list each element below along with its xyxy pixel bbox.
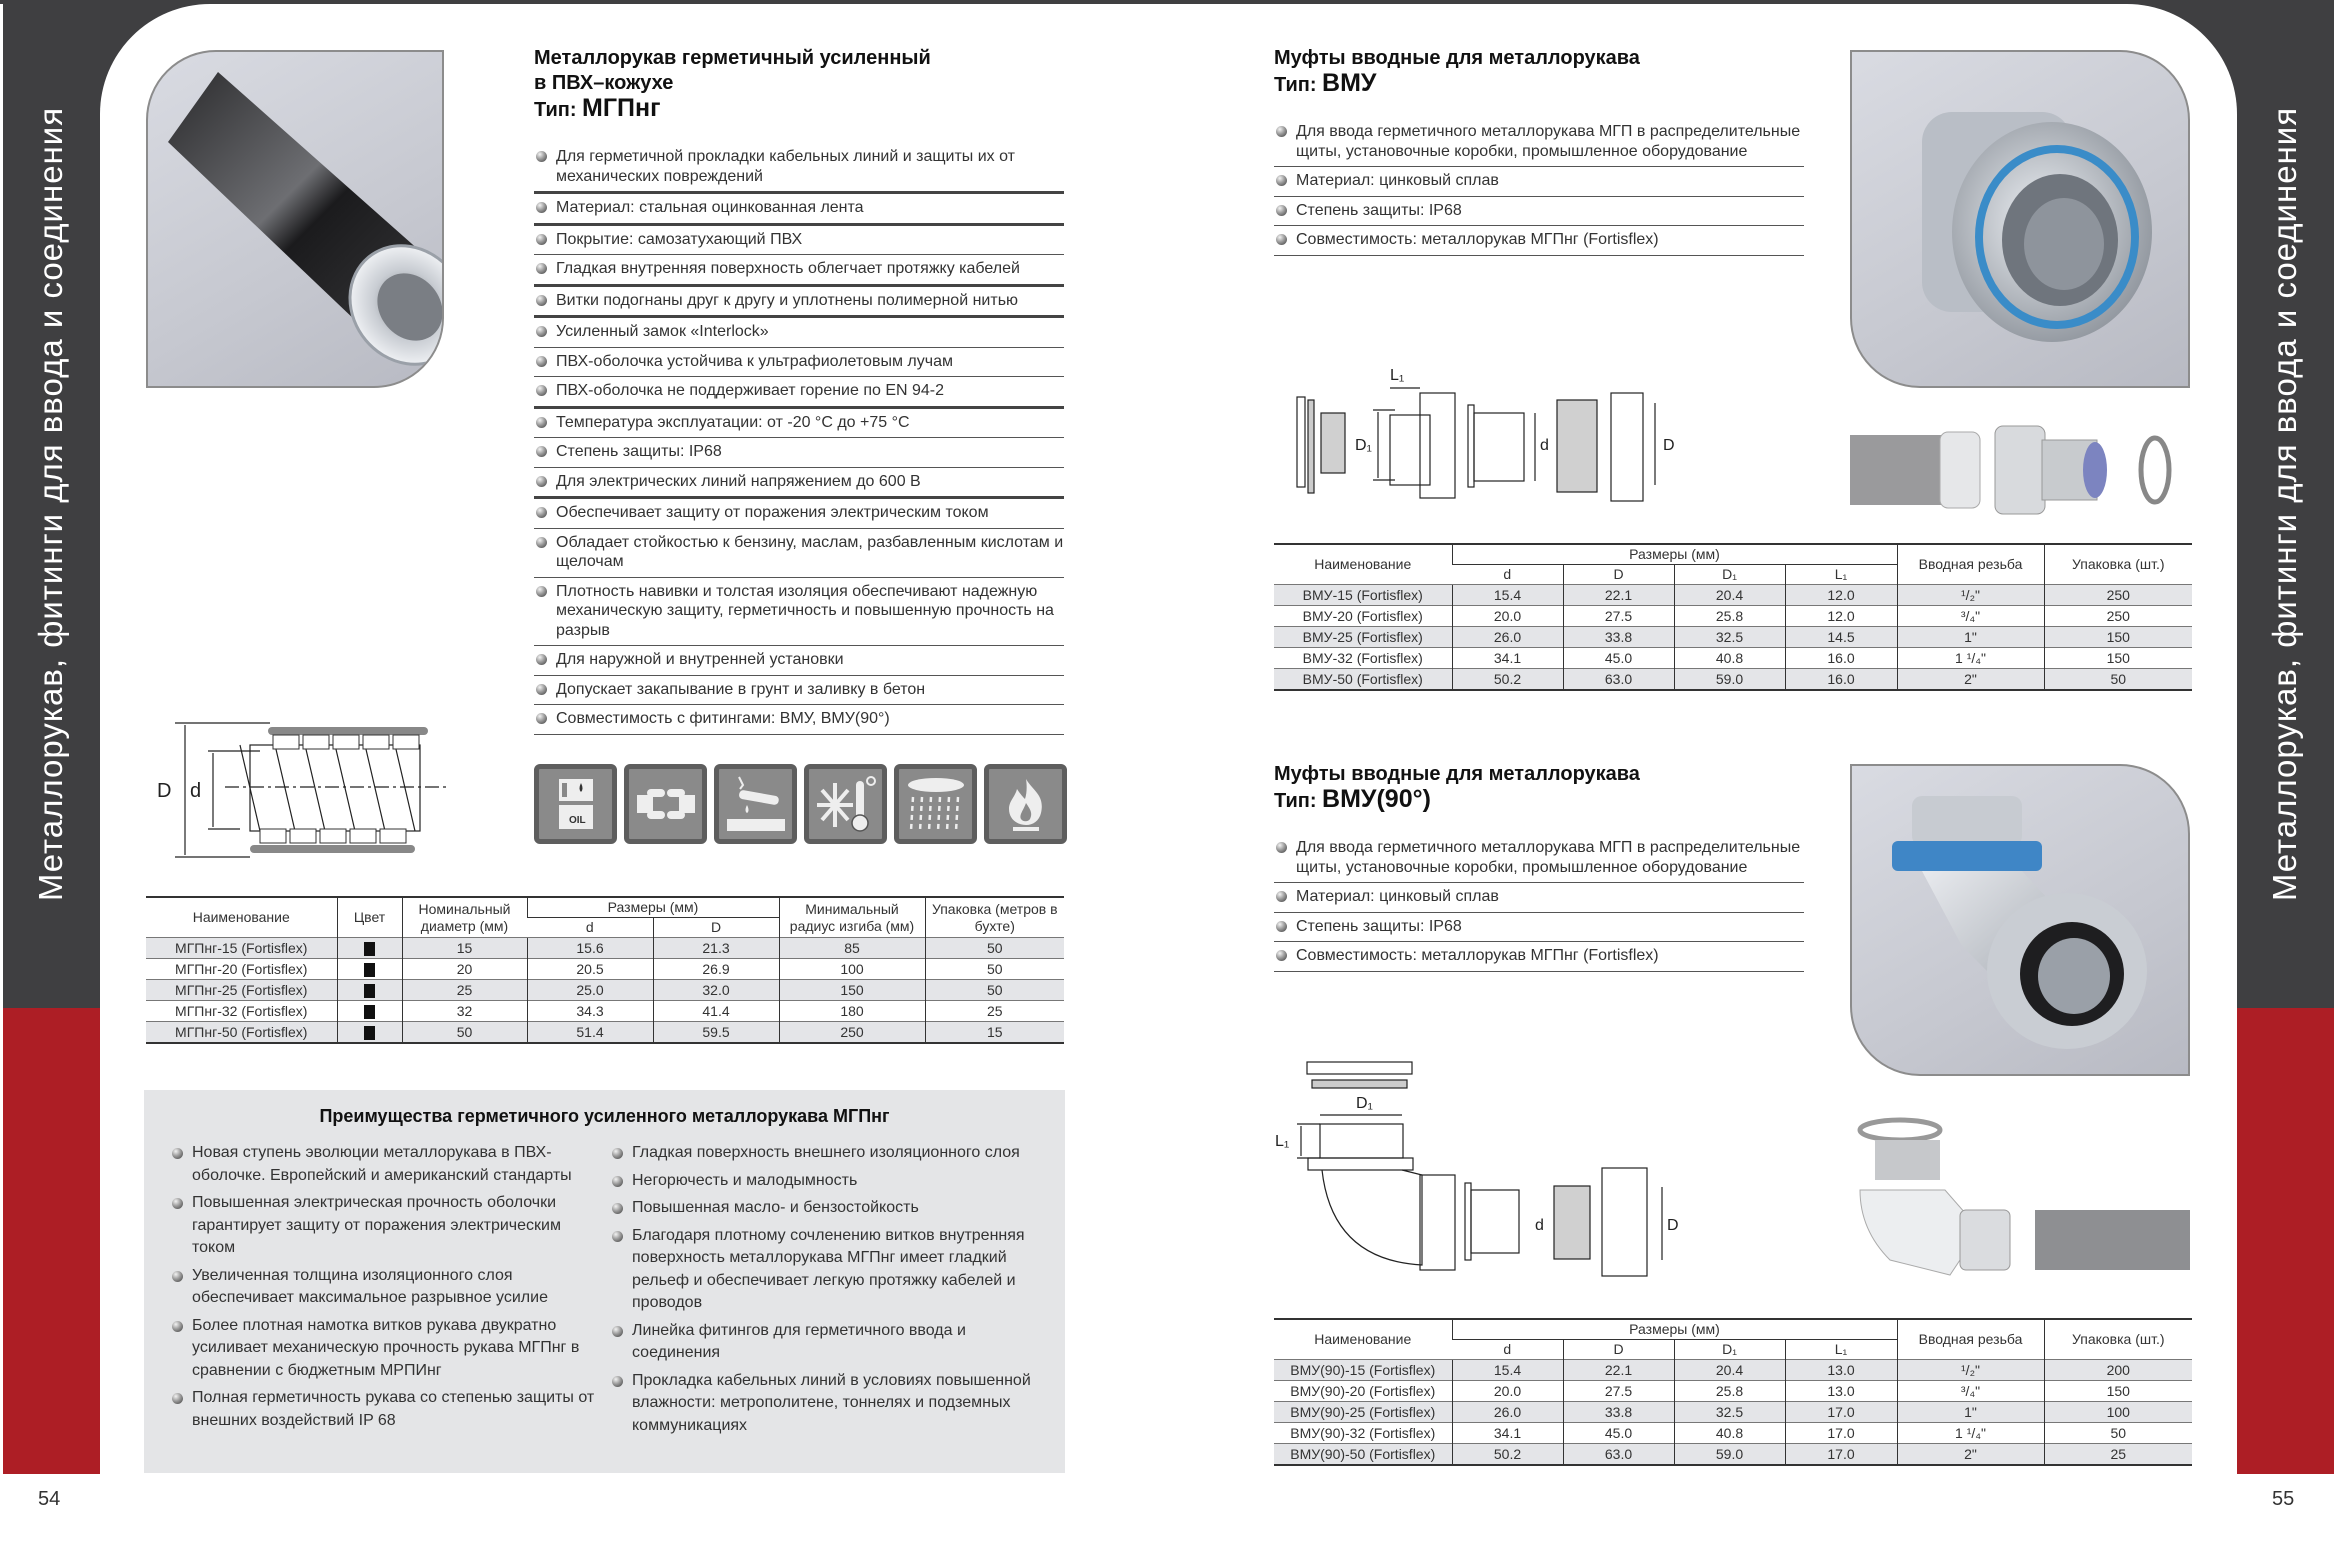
advantage-item: Повышенная электрическая прочность оболочки гарантирует защиту от поражения электрическим током [172, 1192, 602, 1260]
feature-item: Совместимость с фитингами: ВМУ, ВМУ(90°) [534, 705, 1064, 735]
feature-item: Материал: стальная оцинкованная лента [534, 194, 1064, 226]
cell-d: 20.5 [527, 959, 653, 980]
fitting-image-icon [1852, 52, 2190, 388]
advantage-item: Негорючесть и малодымность [612, 1170, 1052, 1193]
feature-item: Для электрических линий напряжением до 600 В [534, 468, 1064, 500]
cell-nominal: 15 [402, 938, 527, 959]
header-D: D [1563, 565, 1674, 585]
feature-item: Для наружной и внутренней установки [534, 646, 1064, 676]
oil-label: OIL [568, 815, 586, 826]
cell-pack: 50 [2044, 1423, 2192, 1444]
advantage-item: Линейка фитингов для герметичного ввода и соединения [612, 1320, 1052, 1365]
cell-thread: 1" [1897, 627, 2044, 648]
page-number-right: 55 [2272, 1488, 2295, 1510]
cell-D: 41.4 [653, 1001, 779, 1022]
feature-item: Для герметичной прокладки кабельных линий и защиты их от механических повреждений [534, 143, 1064, 194]
cell-L1: 17.0 [1785, 1402, 1897, 1423]
feature-item: Материал: цинковый сплав [1274, 883, 1804, 913]
vmu-exploded-photo [1850, 420, 2190, 520]
color-swatch [364, 1005, 375, 1019]
cell-name: МГПнг-25 (Fortisflex) [146, 980, 337, 1001]
mgpng-feature-list [534, 143, 1064, 735]
cell-thread: 1" [1897, 1402, 2044, 1423]
cell-name: ВМУ-20 (Fortisflex) [1274, 606, 1452, 627]
d-label: d [1540, 437, 1549, 454]
vmu-feature-list [1274, 118, 1804, 256]
bullet-icon [536, 326, 547, 337]
header-pack: Упаковка (шт.) [2044, 1319, 2192, 1360]
cell-thread: ³/₄" [1897, 1381, 2044, 1402]
header-nominal: Номинальный диаметр (мм) [402, 897, 527, 938]
bullet-icon [536, 446, 547, 457]
D-label: D [1663, 437, 1675, 454]
cell-L1: 16.0 [1785, 648, 1897, 669]
bullet-icon [612, 1176, 623, 1187]
hose-image-icon [148, 52, 444, 388]
feature-item: Степень защиты: IP68 [1274, 197, 1804, 227]
cell-D: 45.0 [1563, 1423, 1674, 1444]
bullet-icon [536, 417, 547, 428]
cell-L1: 17.0 [1785, 1423, 1897, 1444]
cell-pack: 150 [2044, 627, 2192, 648]
color-swatch [364, 963, 375, 977]
cell-D: 63.0 [1563, 1444, 1674, 1466]
cell-thread: 1 ¹/₄" [1897, 1423, 2044, 1444]
cell-nominal: 50 [402, 1022, 527, 1044]
cell-radius: 100 [779, 959, 925, 980]
cell-thread: ¹/₂" [1897, 1360, 2044, 1381]
table-row [1274, 1402, 2192, 1423]
cell-nominal: 20 [402, 959, 527, 980]
cell-d: 15.4 [1452, 585, 1563, 606]
bullet-icon [1276, 234, 1287, 245]
cell-D1: 40.8 [1674, 1423, 1785, 1444]
cell-pack: 25 [925, 1001, 1064, 1022]
cell-thread: ¹/₂" [1897, 585, 2044, 606]
bullet-icon [536, 234, 547, 245]
feature-item: Для ввода герметичного металлорукава МГП в распределительные щиты, установочные коробки, промышленное оборудование [1274, 834, 1804, 883]
vmu90-exploded-photo [1850, 1110, 2190, 1290]
cell-pack: 250 [2044, 606, 2192, 627]
bullet-icon [536, 385, 547, 396]
cell-radius: 85 [779, 938, 925, 959]
header-name: Наименование [1274, 544, 1452, 585]
vmu-title [1274, 46, 1640, 98]
table-row [146, 980, 1064, 1001]
table-row [1274, 585, 2192, 606]
bullet-icon [612, 1326, 623, 1337]
cell-pack: 50 [925, 938, 1064, 959]
advantage-item: Повышенная масло- и бензостойкость [612, 1197, 1052, 1220]
bullet-icon [536, 537, 547, 548]
bullet-icon [1276, 842, 1287, 853]
cell-D: 22.1 [1563, 585, 1674, 606]
cell-d: 26.0 [1452, 627, 1563, 648]
cell-d: 15.6 [527, 938, 653, 959]
cell-color [337, 1001, 402, 1022]
cell-d: 34.3 [527, 1001, 653, 1022]
frost-temperature-icon [804, 764, 887, 844]
header-radius: Минимальный радиус изгиба (мм) [779, 897, 925, 938]
cell-D1: 59.0 [1674, 669, 1785, 691]
cell-D: 27.5 [1563, 1381, 1674, 1402]
advantage-item: Увеличенная толщина изоляционного слоя обеспечивает максимальное разрывное усилие [172, 1265, 602, 1310]
inner-diameter-label: d [190, 780, 202, 802]
header-D1: D₁ [1674, 1340, 1785, 1360]
side-banner-text: Металлорукав, фитинги для ввода и соединения [32, 106, 70, 902]
cell-L1: 12.0 [1785, 585, 1897, 606]
cell-thread: 1 ¹/₄" [1897, 648, 2044, 669]
cell-d: 50.2 [1452, 1444, 1563, 1466]
header-pack: Упаковка (метров в бухте) [925, 897, 1064, 938]
bullet-icon [1276, 126, 1287, 137]
cell-D: 63.0 [1563, 669, 1674, 691]
cell-color [337, 938, 402, 959]
cell-name: МГПнг-15 (Fortisflex) [146, 938, 337, 959]
cell-color [337, 980, 402, 1001]
advantage-item: Гладкая поверхность внешнего изоляционного слоя [612, 1142, 1052, 1165]
header-sizes: Размеры (мм) [1452, 1319, 1897, 1340]
cell-D: 32.0 [653, 980, 779, 1001]
cell-name: ВМУ(90)-32 (Fortisflex) [1274, 1423, 1452, 1444]
feature-item: Материал: цинковый сплав [1274, 167, 1804, 197]
header-d: d [527, 918, 653, 938]
header-D: D [1563, 1340, 1674, 1360]
table-row [1274, 669, 2192, 691]
vmu-type: Тип: ВМУ [1274, 69, 1377, 97]
header-thread: Вводная резьба [1897, 544, 2044, 585]
feature-item: Степень защиты: IP68 [534, 438, 1064, 468]
vmu-spec-table [1274, 543, 2192, 691]
right-side-banner [2237, 0, 2334, 1474]
bullet-icon [536, 151, 547, 162]
feature-item: Совместимость: металлорукав МГПнг (Fortisflex) [1274, 226, 1804, 256]
chain-strength-icon [624, 764, 707, 844]
hose-photo [146, 50, 444, 388]
vmu90-fitting-photo [1850, 764, 2190, 1076]
cell-radius: 150 [779, 980, 925, 1001]
table-row [1274, 1423, 2192, 1444]
cell-d: 20.0 [1452, 1381, 1563, 1402]
cell-D1: 32.5 [1674, 627, 1785, 648]
bullet-icon [1276, 175, 1287, 186]
advantages-left-list [172, 1142, 602, 1437]
mgpng-type: Тип: МГПнг [534, 94, 661, 122]
cell-d: 34.1 [1452, 648, 1563, 669]
cell-L1: 12.0 [1785, 606, 1897, 627]
cell-thread: 2" [1897, 669, 2044, 691]
bullet-icon [172, 1271, 183, 1282]
cell-name: МГПнг-20 (Fortisflex) [146, 959, 337, 980]
table-row [146, 959, 1064, 980]
bullet-icon [172, 1393, 183, 1404]
cell-name: ВМУ-50 (Fortisflex) [1274, 669, 1452, 691]
header-L1: L₁ [1785, 1340, 1897, 1360]
cell-L1: 17.0 [1785, 1444, 1897, 1466]
cell-D1: 59.0 [1674, 1444, 1785, 1466]
vmu-technical-drawing [1285, 355, 1725, 505]
cell-D1: 32.5 [1674, 1402, 1785, 1423]
outer-diameter-label: D [157, 780, 172, 802]
cell-pack: 250 [2044, 585, 2192, 606]
cell-D1: 20.4 [1674, 1360, 1785, 1381]
feature-item: Плотность навивки и толстая изоляция обеспечивают надежную механическую защиту, герметичность и повышенную прочность на разрыв [534, 578, 1064, 647]
cell-pack: 150 [2044, 1381, 2192, 1402]
vmu-fitting-photo [1850, 50, 2190, 388]
l1-label: L₁ [1390, 367, 1405, 384]
cell-nominal: 32 [402, 1001, 527, 1022]
cell-name: ВМУ(90)-20 (Fortisflex) [1274, 1381, 1452, 1402]
cell-d: 25.0 [527, 980, 653, 1001]
cell-D: 21.3 [653, 938, 779, 959]
advantages-title: Преимущества герметичного усиленного металлорукава МГПнг [319, 1106, 890, 1126]
advantage-item: Новая ступень эволюции металлорукава в ПВХ-оболочке. Европейский и американский стандарты [172, 1142, 602, 1187]
side-banner-text: Металлорукав, фитинги для ввода и соединения [2266, 106, 2304, 902]
cell-pack: 25 [2044, 1444, 2192, 1466]
advantage-item: Полная герметичность рукава со степенью защиты от внешних воздействий IP 68 [172, 1387, 602, 1432]
table-row [1274, 606, 2192, 627]
cell-D: 33.8 [1563, 627, 1674, 648]
cell-name: ВМУ-32 (Fortisflex) [1274, 648, 1452, 669]
feature-icons-row [534, 764, 1067, 844]
bullet-icon [536, 507, 547, 518]
color-swatch [364, 1026, 375, 1040]
cell-nominal: 25 [402, 980, 527, 1001]
bullet-icon [536, 654, 547, 665]
header-sizes: Размеры (мм) [1452, 544, 1897, 565]
rain-waterproof-icon [894, 764, 977, 844]
cell-d: 20.0 [1452, 606, 1563, 627]
cell-thread: 2" [1897, 1444, 2044, 1466]
header-d: d [1452, 1340, 1563, 1360]
header-D1: D₁ [1674, 565, 1785, 585]
bullet-icon [612, 1376, 623, 1387]
bullet-icon [1276, 950, 1287, 961]
advantage-item: Благодаря плотному сочленению витков внутренняя поверхность металлорукава МГПнг имеет гладкий рельеф и обеспечивает легкую протяжку кабелей и проводов [612, 1225, 1052, 1315]
d1-label: D₁ [1356, 1095, 1373, 1112]
feature-item: Совместимость: металлорукав МГПнг (Fortisflex) [1274, 942, 1804, 972]
cell-L1: 13.0 [1785, 1381, 1897, 1402]
mgpng-title-line2: в ПВХ–кожухе [534, 72, 674, 94]
D-label: D [1667, 1217, 1679, 1234]
bullet-icon [612, 1148, 623, 1159]
cell-d: 50.2 [1452, 669, 1563, 691]
left-side-banner [3, 0, 100, 1474]
bullet-icon [536, 713, 547, 724]
cell-d: 51.4 [527, 1022, 653, 1044]
side-red-block [2237, 1008, 2334, 1474]
table-row [146, 1022, 1064, 1044]
bullet-icon [536, 476, 547, 487]
cell-name: ВМУ(90)-25 (Fortisflex) [1274, 1402, 1452, 1423]
cell-name: МГПнг-50 (Fortisflex) [146, 1022, 337, 1044]
bullet-icon [536, 263, 547, 274]
cell-D: 27.5 [1563, 606, 1674, 627]
cell-radius: 180 [779, 1001, 925, 1022]
feature-item: ПВХ-оболочка устойчива к ультрафиолетовым лучам [534, 348, 1064, 378]
cell-D: 26.9 [653, 959, 779, 980]
bullet-icon [536, 295, 547, 306]
header-name: Наименование [1274, 1319, 1452, 1360]
feature-item: Покрытие: самозатухающий ПВХ [534, 226, 1064, 256]
header-pack: Упаковка (шт.) [2044, 544, 2192, 585]
cell-L1: 14.5 [1785, 627, 1897, 648]
advantages-right-list [612, 1142, 1052, 1442]
feature-item: Допускает закапывание в грунт и заливку в бетон [534, 676, 1064, 706]
table-row [1274, 1381, 2192, 1402]
cell-pack: 150 [2044, 648, 2192, 669]
flame-retardant-icon [984, 764, 1067, 844]
cell-L1: 13.0 [1785, 1360, 1897, 1381]
advantages-box [144, 1090, 1065, 1473]
bullet-icon [612, 1203, 623, 1214]
mgpng-title-line1: Металлорукав герметичный усиленный [534, 47, 931, 69]
advantage-item: Прокладка кабельных линий в условиях повышенной влажности: метрополитене, тоннелях и подземных коммуникациях [612, 1370, 1052, 1438]
bullet-icon [536, 356, 547, 367]
cell-d: 26.0 [1452, 1402, 1563, 1423]
page-number-left: 54 [38, 1488, 61, 1510]
cell-pack: 100 [2044, 1402, 2192, 1423]
elbow-fitting-image-icon [1852, 766, 2190, 1076]
mgpng-spec-table [146, 896, 1064, 1044]
cell-L1: 16.0 [1785, 669, 1897, 691]
cell-name: ВМУ-25 (Fortisflex) [1274, 627, 1452, 648]
cell-D: 45.0 [1563, 648, 1674, 669]
bullet-icon [1276, 205, 1287, 216]
header-D: D [653, 918, 779, 938]
vmu90-type: Тип: ВМУ(90°) [1274, 785, 1431, 813]
cell-color [337, 959, 402, 980]
bullet-icon [612, 1231, 623, 1242]
header-sizes: Размеры (мм) [527, 897, 779, 918]
vmu90-spec-table [1274, 1318, 2192, 1466]
feature-item: Усиленный замок «Interlock» [534, 318, 1064, 348]
feature-item: Обеспечивает защиту от поражения электрическим током [534, 499, 1064, 529]
feature-item: Гладкая внутренняя поверхность облегчает протяжку кабелей [534, 255, 1064, 287]
cell-D1: 25.8 [1674, 606, 1785, 627]
vmu90-technical-drawing [1272, 1050, 1712, 1290]
vmu-title-line1: Муфты вводные для металлорукава [1274, 47, 1640, 69]
advantage-item: Более плотная намотка витков рукава двукратно усиливает механическую прочность рукава МГПнг в сравнении с бюджетным МРПИнг [172, 1315, 602, 1383]
l1-label: L₁ [1275, 1133, 1290, 1150]
cell-d: 15.4 [1452, 1360, 1563, 1381]
bullet-icon [1276, 891, 1287, 902]
d-label: d [1535, 1217, 1544, 1234]
hose-cross-section-drawing [150, 705, 450, 865]
header-color: Цвет [337, 897, 402, 938]
cell-name: ВМУ(90)-15 (Fortisflex) [1274, 1360, 1452, 1381]
bullet-icon [172, 1198, 183, 1209]
header-d: d [1452, 565, 1563, 585]
side-red-block [3, 1008, 100, 1474]
bullet-icon [536, 684, 547, 695]
bullet-icon [1276, 921, 1287, 932]
cell-pack: 50 [2044, 669, 2192, 691]
cell-D: 33.8 [1563, 1402, 1674, 1423]
color-swatch [364, 942, 375, 956]
cell-thread: ³/₄" [1897, 606, 2044, 627]
cell-D: 22.1 [1563, 1360, 1674, 1381]
cell-pack: 15 [925, 1022, 1064, 1044]
table-row [146, 938, 1064, 959]
cell-D1: 25.8 [1674, 1381, 1785, 1402]
feature-item: Обладает стойкостью к бензину, маслам, разбавленным кислотам и щелочам [534, 529, 1064, 578]
cell-pack: 50 [925, 959, 1064, 980]
vmu90-title [1274, 762, 1640, 814]
feature-item: Температура эксплуатации: от -20 °C до +75 °C [534, 409, 1064, 439]
table-row [146, 1001, 1064, 1022]
cell-name: ВМУ(90)-50 (Fortisflex) [1274, 1444, 1452, 1466]
cell-D1: 20.4 [1674, 585, 1785, 606]
cell-d: 34.1 [1452, 1423, 1563, 1444]
cell-pack: 50 [925, 980, 1064, 1001]
d1-label: D₁ [1355, 437, 1372, 454]
bullet-icon [172, 1321, 183, 1332]
cell-radius: 250 [779, 1022, 925, 1044]
cell-pack: 200 [2044, 1360, 2192, 1381]
oil-resistance-icon [534, 764, 617, 844]
feature-item: Витки подогнаны друг к другу и уплотнены полимерной нитью [534, 287, 1064, 319]
table-row [1274, 648, 2192, 669]
feature-item: Степень защиты: IP68 [1274, 913, 1804, 943]
cell-name: ВМУ-15 (Fortisflex) [1274, 585, 1452, 606]
table-row [1274, 1360, 2192, 1381]
feature-item: ПВХ-оболочка не поддерживает горение по EN 94-2 [534, 377, 1064, 409]
cell-D: 59.5 [653, 1022, 779, 1044]
header-L1: L₁ [1785, 565, 1897, 585]
mgpng-title [534, 46, 931, 123]
feature-item: Для ввода герметичного металлорукава МГП в распределительные щиты, установочные коробки, промышленное оборудование [1274, 118, 1804, 167]
bullet-icon [172, 1148, 183, 1159]
table-row [1274, 1444, 2192, 1466]
bullet-icon [536, 202, 547, 213]
cell-name: МГПнг-32 (Fortisflex) [146, 1001, 337, 1022]
header-thread: Вводная резьба [1897, 1319, 2044, 1360]
color-swatch [364, 984, 375, 998]
vmu90-title-line1: Муфты вводные для металлорукава [1274, 763, 1640, 785]
header-name: Наименование [146, 897, 337, 938]
vmu90-feature-list [1274, 834, 1804, 972]
bullet-icon [536, 586, 547, 597]
cell-D1: 40.8 [1674, 648, 1785, 669]
table-row [1274, 627, 2192, 648]
cell-color [337, 1022, 402, 1044]
chemical-resistance-icon [714, 764, 797, 844]
